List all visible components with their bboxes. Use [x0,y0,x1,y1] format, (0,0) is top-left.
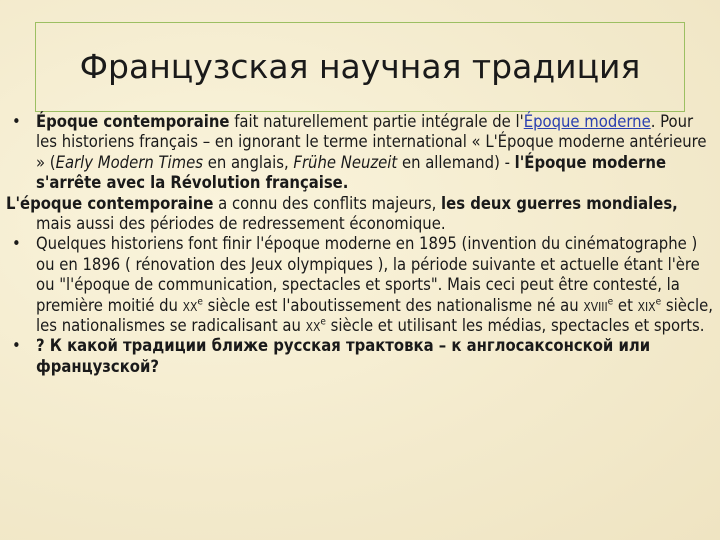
link-epoque-moderne[interactable]: Époque moderne [523,112,651,131]
century-numeral: xx [305,316,321,336]
paragraph-conflicts [6,194,714,235]
italic-term: Early Modern Times [55,152,203,172]
text: siècle, les nationalismes se radicalisant au [36,295,713,336]
superscript: e [655,296,662,308]
text: et [613,295,638,315]
text: fait naturellement partie intégrale de l' [229,112,524,131]
text: . Pour les historiens français – en ignorant le terme international « L'Époque moderne antérieure » ( [36,112,707,172]
slide-body [6,112,714,377]
superscript: e [320,316,326,328]
century-numeral: xviii [583,295,608,315]
text: Quelques historiens font finir l'époque moderne en 1895 (invention du cinématographe ) ou en 1896 ( rénovation des Jeux olympiques ), la période suivante et actuelle étant l'ère ou "l'époque de communication, spectacles et sports". Mais ceci peut être contesté, la première moitié du [36,234,700,315]
term-epoque-contemporaine: L'époque contemporaine [6,193,214,213]
text: mais aussi des périodes de redressement économique. [36,214,446,234]
superscript: e [197,296,203,308]
bullet-paragraph-question [6,336,714,377]
text: siècle est l'aboutissement des nationalisme né au [202,295,584,315]
bullet-paragraph-epoque [6,112,714,194]
superscript: e [607,296,614,308]
bullet-icon: • [12,336,21,356]
text: siècle et utilisant les médias, spectacles et sports. [325,316,705,336]
term-epoque-contemporaine: Époque contemporaine [36,112,230,131]
century-numeral: xx [182,295,198,315]
bullet-paragraph-historiens [6,234,714,336]
text: en anglais, [202,152,294,172]
bullet-icon: • [12,112,21,131]
italic-term: Frühe Neuzeit [293,152,398,172]
bullet-icon: • [12,234,21,254]
bold-statement: l'Époque moderne s'arrête avec la Révolution française. [36,152,667,193]
text: a connu des conflits majeurs, [213,193,442,213]
text: en allemand) - [397,152,515,172]
century-numeral: xix [637,295,656,315]
question-text: ? К какой традиции ближе русская трактовка – к англосаксонской или французской? [36,336,651,376]
bold-guerres: les deux guerres mondiales, [441,193,678,213]
slide-title: Французская научная традиция [79,47,641,86]
